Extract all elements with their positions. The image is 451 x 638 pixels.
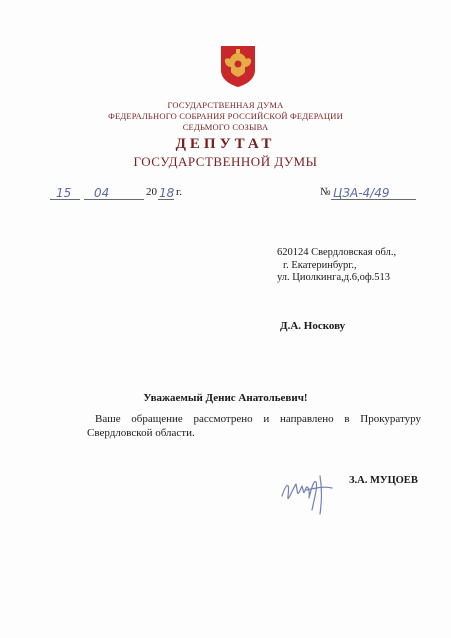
- date-year-suffix: 18: [159, 186, 175, 200]
- letterhead-subtitle: ГОСУДАРСТВЕННОЙ ДУМЫ: [133, 154, 318, 169]
- org-line-2: ФЕДЕРАЛЬНОГО СОБРАНИЯ РОССИЙСКОЙ ФЕДЕРАЦИИ: [108, 111, 343, 121]
- date-month: 04: [94, 186, 110, 200]
- reference-number: ЦЗА-4/49: [333, 186, 390, 200]
- letter-body: Ваше обращение рассмотрено и направлено в Прокуратуру Свердловской области.: [87, 413, 421, 439]
- signer-name: З.А. МУЦОЕВ: [349, 475, 418, 486]
- recipient-name: Д.А. Носкову: [280, 320, 346, 332]
- date-day: 15: [56, 186, 72, 200]
- date-year-prefix: 20: [146, 186, 157, 198]
- date-month-underline: [84, 199, 144, 200]
- letterhead-title: ДЕПУТАТ: [175, 136, 276, 152]
- recipient-address: [277, 247, 396, 285]
- org-line-3: СЕДЬМОГО СОЗЫВА: [182, 122, 269, 132]
- address-line-2: г. Екатеринбург.,: [283, 259, 357, 271]
- address-line-3: ул. Циолкинга,д.6,оф.513: [277, 272, 391, 283]
- salutation: Уважаемый Денис Анатольевич!: [143, 392, 308, 404]
- reference-underline: [331, 199, 416, 200]
- coat-of-arms-icon: [219, 44, 257, 88]
- reference-prefix: №: [320, 186, 331, 198]
- date-year-underline: [158, 199, 174, 200]
- date-year-end: г.: [176, 186, 183, 198]
- handwritten-signature: [276, 466, 348, 518]
- address-line-1: 620124 Свердловская обл.,: [277, 247, 397, 258]
- org-line-1: ГОСУДАРСТВЕННАЯ ДУМА: [167, 100, 284, 110]
